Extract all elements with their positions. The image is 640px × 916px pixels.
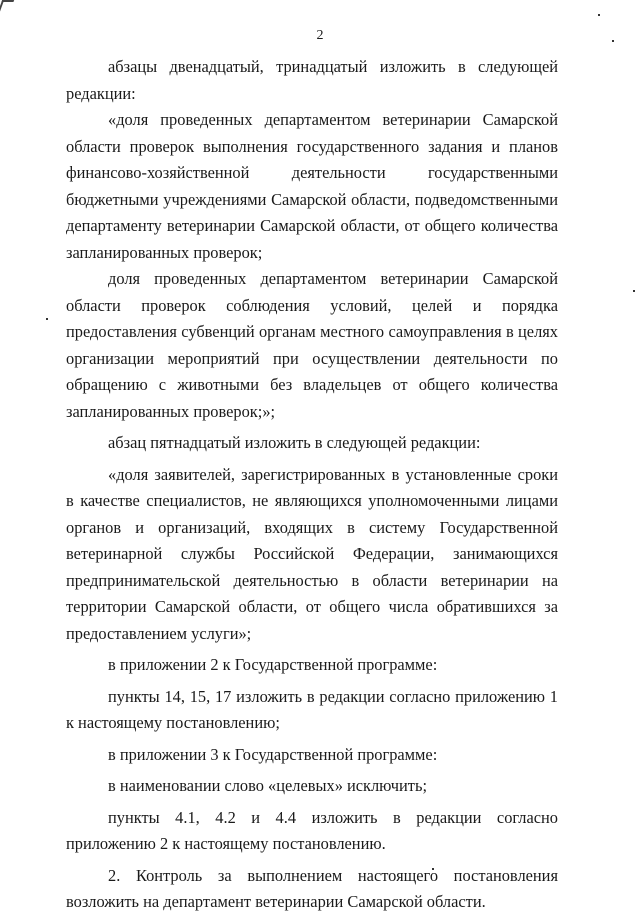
paragraph-indicator-inspections-budget: «доля проведенных департаментом ветеринарии Самарской области проверок выполнения государственного задания и планов финансово-хозяйственной деятельности государственными бюджетными учреждениями Самарской области, подведомственными департаменту ветеринарии Самарской области, от общего количества запланированных проверок; xyxy=(66,110,558,262)
document-body xyxy=(66,54,558,916)
page-number: 2 xyxy=(316,28,324,43)
paragraph-word-exclusion: в наименовании слово «целевых» исключить; xyxy=(108,776,428,795)
scan-speck xyxy=(598,14,600,16)
scan-corner-mark xyxy=(0,0,14,12)
paragraph-indicator-applicants: «доля заявителей, зарегистрированных в установленные сроки в качестве специалистов, не являющихся уполномоченными лицами органов и организаций, входящих в систему Государственной ветеринарной службы Российской Федерации, занимающихся предпринимательской деятельностью в области ветеринарии на территории Самарской области, от общего числа обратившихся за предоставлением услуги»; xyxy=(66,464,558,643)
paragraph-indicator-inspections-subventions: доля проведенных департаментом ветеринарии Самарской области проверок соблюдения условий, целей и порядка предоставления субвенций органам местного самоуправления в целях организации мероприятий при осуществлении деятельности по обращению с животными без владельцев от общего количества запланированных проверок;»; xyxy=(66,269,558,421)
paragraph-amend-12-13: абзацы двенадцатый, тринадцатый изложить в следующей редакции: xyxy=(66,57,558,103)
paragraph-items-4-1-4-2-4-4: пункты 4.1, 4.2 и 4.4 изложить в редакции согласно приложению 2 к настоящему постановлению. xyxy=(66,807,558,853)
paragraph-amend-15: абзац пятнадцатый изложить в следующей редакции: xyxy=(108,433,481,452)
scan-speck xyxy=(633,290,635,292)
paragraph-control-clause: 2. Контроль за выполнением настоящего постановления возложить на департамент ветеринарии Самарской области. xyxy=(66,865,558,911)
paragraph-appendix-3: в приложении 3 к Государственной программе: xyxy=(108,744,438,764)
paragraph-appendix-2: в приложении 2 к Государственной программе: xyxy=(108,655,438,674)
paragraph-items-14-15-17: пункты 14, 15, 17 изложить в редакции согласно приложению 1 к настоящему постановлению; xyxy=(66,686,558,732)
scan-speck xyxy=(46,318,48,320)
